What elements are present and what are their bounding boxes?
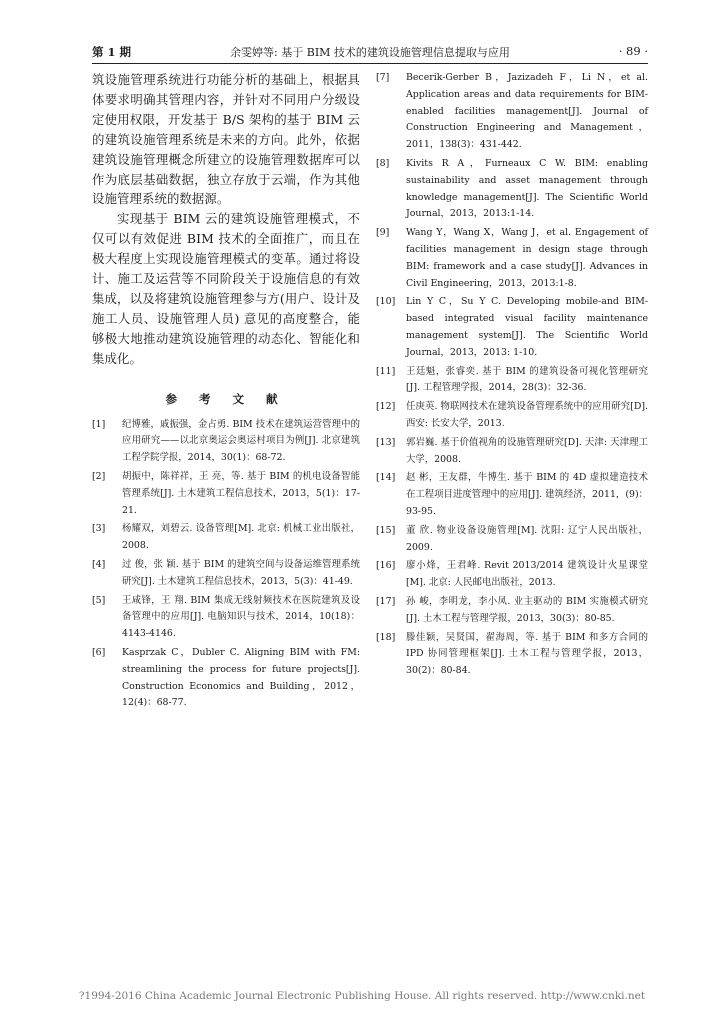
right-column xyxy=(376,70,648,682)
reference-item xyxy=(376,294,648,361)
reference-number: [14] xyxy=(376,472,396,484)
left-column xyxy=(92,70,360,714)
reference-number: [2] xyxy=(92,470,106,482)
reference-text: 纪博雅，戚振强，金占勇. BIM 技术在建筑运营管理中的应用研究——以北京奥运会奥运村项目为例[J]. 北京建筑工程学院学报，2014，30(1)：68-72. xyxy=(122,418,360,464)
reference-number: [5] xyxy=(92,594,106,606)
reference-number: [16] xyxy=(376,560,396,572)
references-heading: 参 考 文 献 xyxy=(165,391,287,406)
references-list-right xyxy=(376,70,648,680)
reference-text: 廖小烽，王君峰. Revit 2013/2014 建筑设计火星课堂[M]. 北京: 人民邮电出版社，2013. xyxy=(406,560,648,589)
reference-item xyxy=(376,594,648,628)
reference-number: [18] xyxy=(376,631,396,643)
reference-text: Kasprzak C，Dubler C. Aligning BIM with FM: streamlining the process for future projects[J]. Construction Economics and Building，2012，12(4)：68-77. xyxy=(122,646,360,709)
reference-item xyxy=(376,523,648,557)
reference-text: Becerik-Gerber B，Jazizadeh F，Li N，et al. Application areas and data requirements for BIM-enabled facilities management[J]. Journal of Construction Engineering and Management，2011，138(3)：431-442. xyxy=(406,72,648,151)
references-list-left xyxy=(92,417,360,713)
reference-text: 过 俊，张 颖. 基于 BIM 的建筑空间与设备运维管理系统研究[J]. 土木建筑工程信息技术，2013，5(3)：41-49. xyxy=(122,558,360,587)
reference-number: [1] xyxy=(92,418,106,430)
reference-item xyxy=(376,225,648,292)
reference-number: [6] xyxy=(92,646,106,658)
issue-number: 第 1 期 xyxy=(92,45,132,59)
reference-item xyxy=(376,399,648,433)
reference-text: 胡振中，陈祥祥，王 亮，等. 基于 BIM 的机电设备智能管理系统[J]. 土木建筑工程信息技术，2013，5(1)：17-21. xyxy=(122,470,360,516)
reference-text: Lin Y C，Su Y C. Developing mobile-and BIM-based integrated visual facility maintenance management system[J]. The Scientific World Journal，2013，2013: 1-10. xyxy=(406,296,648,358)
reference-text: 董 欣. 物业设备设施管理[M]. 沈阳: 辽宁人民出版社，2009. xyxy=(406,524,648,553)
reference-item xyxy=(92,469,360,519)
reference-item xyxy=(92,521,360,555)
reference-number: [13] xyxy=(376,436,396,448)
reference-item xyxy=(376,70,648,154)
reference-text: 杨耀双，刘碧云. 设备管理[M]. 北京: 机械工业出版社，2008. xyxy=(122,523,360,552)
body-paragraph-2: 实现基于 BIM 云的建筑设施管理模式，不仅可以有效促进 BIM 技术的全面推广，而且在极大程度上实现设施管理模式的变革。通过将设计、施工及运营等不同阶段关于设施信息的有效集成，以及将建筑设施管理参与方(用户、设计及施工人员、设施管理人员) 意见的高度整合，能够极大地推动建筑设施管理的动态化、智能化和集成化。 xyxy=(92,211,360,366)
reference-item xyxy=(92,557,360,591)
reference-number: [15] xyxy=(376,524,396,536)
reference-number: [3] xyxy=(92,523,106,535)
reference-number: [9] xyxy=(376,227,390,239)
reference-text: 滕佳颖，吴贤国，翟海周，等. 基于 BIM 和多方合同的 IPD 协同管理框架[J]. 土木工程与管理学报，2013，30(2)：80-84. xyxy=(406,631,648,677)
reference-item xyxy=(376,470,648,520)
reference-number: [7] xyxy=(376,72,390,83)
reference-item xyxy=(92,645,360,712)
reference-number: [4] xyxy=(92,558,106,570)
reference-text: Kivits R A，Furneaux C W. BIM: enabling sustainability and asset management through knowledge management[J]. The Scientific World Journal，2013，2013:1-14. xyxy=(406,157,648,220)
reference-item xyxy=(376,558,648,592)
reference-text: 王咸锋，王 翔. BIM 集成无线射频技术在医院建筑及设备管理中的应用[J]. 电脑知识与技术，2014，10(18)：4143-4146. xyxy=(122,594,360,640)
page-number: · 89 · xyxy=(618,44,648,58)
reference-text: Wang Y，Wang X，Wang J，et al. Engagement of facilities management in design stage through BIM: framework and a case study[J]. Advances in Civil Engineering，2013，2013:1-8. xyxy=(406,227,648,289)
reference-text: 郭岩巍. 基于价值视角的设施管理研究[D]. 天津: 天津理工大学，2008. xyxy=(406,436,648,465)
body-paragraph-1: 筑设施管理系统进行功能分析的基础上，根据具体要求明确其管理内容，并针对不同用户分级设定使用权限，开发基于 B/S 架构的基于 BIM 云的建筑设施管理系统是未来的方向。此外，依据建筑设施管理概念所建立的设施管理数据库可以作为底层基础数据，独立存放于云端，作为其他设施管理系统的数据源。 xyxy=(92,72,360,207)
copyright-footer: ?1994-2016 China Academic Journal Electronic Publishing House. All rights reserved. http://www.cnki.net xyxy=(78,990,646,1002)
reference-number: [8] xyxy=(376,157,390,169)
reference-text: 任庚英. 物联网技术在建筑设备管理系统中的应用研究[D]. 西安: 长安大学，2013. xyxy=(406,401,648,429)
reference-number: [12] xyxy=(376,401,396,413)
reference-number: [11] xyxy=(376,365,396,377)
reference-item xyxy=(92,417,360,467)
reference-item xyxy=(376,156,648,223)
reference-item xyxy=(376,630,648,680)
running-title: 余雯婷等: 基于 BIM 技术的建筑设施管理信息提取与应用 xyxy=(230,46,510,59)
reference-text: 王廷魁，张睿奕. 基于 BIM 的建筑设备可视化管理研究[J]. 工程管理学报，2014，28(3)：32-36. xyxy=(406,365,648,394)
reference-text: 赵 彬，王友群，牛博生. 基于 BIM 的 4D 虚拟建造技术在工程项目进度管理中的应用[J]. 建筑经济，2011，(9)：93-95. xyxy=(406,472,648,517)
reference-number: [17] xyxy=(376,595,396,607)
reference-item xyxy=(376,435,648,469)
header-rule xyxy=(92,63,648,64)
reference-number: [10] xyxy=(376,296,396,308)
reference-item xyxy=(376,364,648,398)
reference-text: 孙 峻，李明龙，李小凤. 业主驱动的 BIM 实施模式研究[J]. 土木工程与管理学报，2013，30(3)：80-85. xyxy=(406,595,648,624)
page-header xyxy=(92,44,648,62)
reference-item xyxy=(92,593,360,643)
